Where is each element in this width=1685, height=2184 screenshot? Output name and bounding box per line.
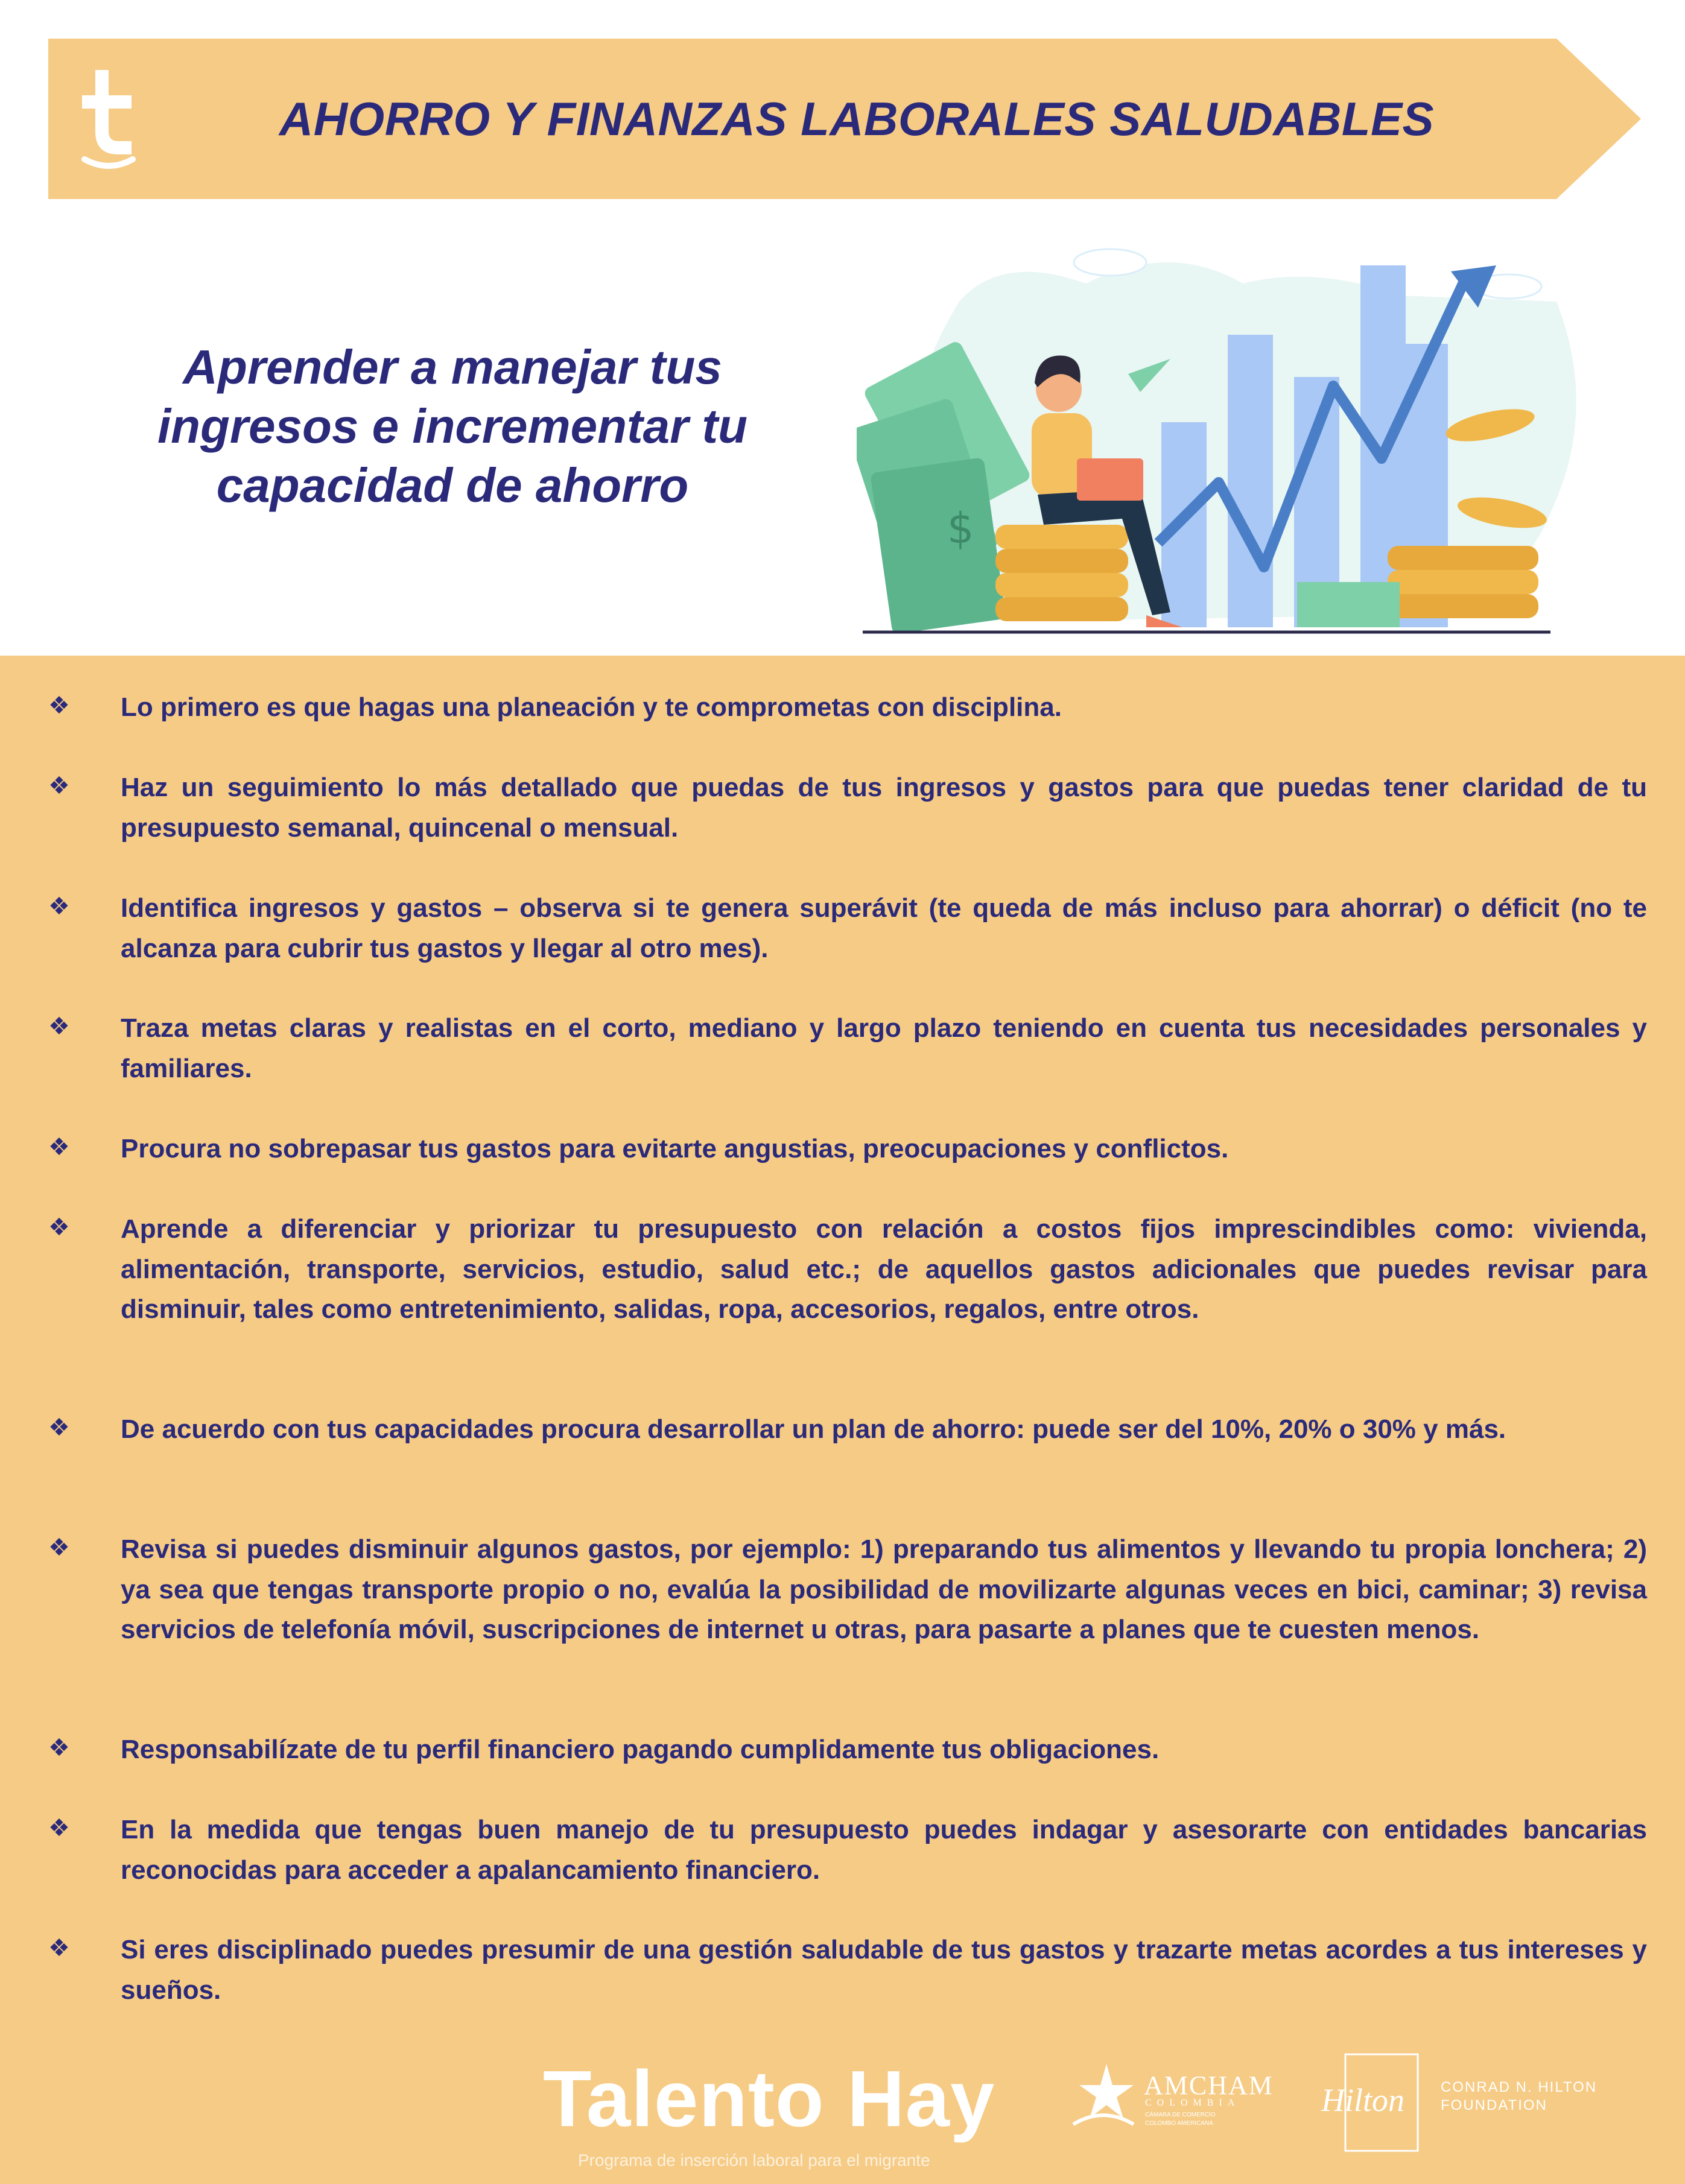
tip-text: Lo primero es que hagas una planeación y te comprometas con disciplina. bbox=[121, 692, 1062, 722]
bullet-diamond-icon: ❖ bbox=[48, 1013, 70, 1040]
bullet-diamond-icon: ❖ bbox=[48, 1734, 70, 1762]
tip-text: Revisa si puedes disminuir algunos gastos, por ejemplo: 1) preparando tus alimentos y llevando tu propia lonchera; 2) ya sea que tengas transporte propio o no, evalúa la posibilidad de movilizarte algunas veces en bici, caminar; 3) revisa servicios de telefonía móvil, suscripciones de internet u otras, para pasarte a planes que te cuesten menos. bbox=[121, 1534, 1647, 1644]
hilton-name-line: CONRAD N. HILTON bbox=[1441, 2079, 1598, 2095]
bullet-diamond-icon: ❖ bbox=[48, 1133, 70, 1161]
bullet-diamond-icon: ❖ bbox=[48, 1534, 70, 1562]
tip-text: Identifica ingresos y gastos – observa si te genera superávit (te queda de más incluso para ahorrar) o déficit (no te alcanza para cubrir tus gastos y llegar al otro mes). bbox=[121, 893, 1647, 963]
hilton-signature: Hilton bbox=[1321, 2082, 1405, 2118]
talento-hay-t-icon bbox=[72, 64, 145, 173]
hilton-foundation-name bbox=[1441, 2078, 1597, 2115]
bullet-diamond-icon: ❖ bbox=[48, 692, 70, 720]
amcham-country: COLOMBIA bbox=[1145, 2098, 1240, 2108]
hero-subtitle bbox=[97, 338, 808, 515]
talento-hay-tagline: Programa de inserción laboral para el migrante bbox=[578, 2151, 930, 2170]
header-banner bbox=[48, 39, 1641, 199]
hilton-frame-icon bbox=[1315, 2039, 1436, 2159]
page-title: AHORRO Y FINANZAS LABORALES SALUDABLES bbox=[279, 92, 1435, 145]
coin-stack-icon bbox=[995, 525, 1128, 621]
tip-text: Aprende a diferenciar y priorizar tu presupuesto con relación a costos fijos imprescindibles como: vivienda, alimentación, transporte, servicios, estudio, salud etc.; de aquellos gastos adicionales que puedes revisar para disminuir, tales como entretenimiento, salidas, ropa, accesorios, regalos, entre otros. bbox=[121, 1214, 1647, 1324]
tip-text: Traza metas claras y realistas en el corto, mediano y largo plazo teniendo en cuenta tus necesidades personales y familiares. bbox=[121, 1013, 1647, 1083]
bullet-diamond-icon: ❖ bbox=[48, 1214, 70, 1241]
amcham-subtitle-line: COLOMBO AMERICANA bbox=[1145, 2120, 1213, 2127]
tip-text: Procura no sobrepasar tus gastos para evitarte angustias, preocupaciones y conflictos. bbox=[121, 1134, 1229, 1163]
bullet-diamond-icon: ❖ bbox=[48, 1934, 70, 1962]
talento-hay-logo: Talento Hay bbox=[543, 2054, 995, 2143]
cloud-icon bbox=[1074, 249, 1146, 276]
svg-text:$: $ bbox=[947, 504, 974, 553]
bullet-diamond-icon: ❖ bbox=[48, 772, 70, 800]
amcham-subtitle bbox=[1145, 2111, 1266, 2128]
hero-subtitle-line: capacidad de ahorro bbox=[216, 458, 689, 512]
savings-growth-illustration bbox=[857, 229, 1593, 645]
tip-text: Responsabilízate de tu perfil financiero pagando cumplidamente tus obligaciones. bbox=[121, 1735, 1160, 1764]
hilton-foundation-logo bbox=[1315, 2039, 1653, 2159]
chart-bar bbox=[1228, 335, 1273, 627]
hero-subtitle-line: ingresos e incrementar tu bbox=[157, 399, 748, 453]
bullet-diamond-icon: ❖ bbox=[48, 893, 70, 920]
bullet-diamond-icon: ❖ bbox=[48, 1414, 70, 1442]
footer bbox=[0, 2039, 1685, 2184]
amcham-logo bbox=[1070, 2058, 1274, 2136]
tip-text: En la medida que tengas buen manejo de tu presupuesto puedes indagar y asesorarte con entidades bancarias reconocidas para acceder a apalancamiento financiero. bbox=[121, 1815, 1647, 1885]
tip-text: Si eres disciplinado puedes presumir de una gestión saludable de tus gastos y trazarte metas acordes a tus intereses y sueños. bbox=[121, 1935, 1647, 2005]
bullet-diamond-icon: ❖ bbox=[48, 1814, 70, 1842]
hilton-name-line: FOUNDATION bbox=[1441, 2097, 1547, 2113]
amcham-name: AMCHAM bbox=[1144, 2071, 1274, 2100]
tip-text: Haz un seguimiento lo más detallado que puedas de tus ingresos y gastos para que puedas tener claridad de tu presupuesto semanal, quincenal o mensual. bbox=[121, 773, 1647, 843]
hero-subtitle-line: Aprender a manejar tus bbox=[183, 340, 722, 394]
amcham-subtitle-line: CÁMARA DE COMERCIO bbox=[1145, 2112, 1216, 2118]
tip-text: De acuerdo con tus capacidades procura desarrollar un plan de ahorro: puede ser del 10%, 20% o 30% y más. bbox=[121, 1414, 1506, 1444]
amcham-star-icon bbox=[1070, 2058, 1137, 2136]
